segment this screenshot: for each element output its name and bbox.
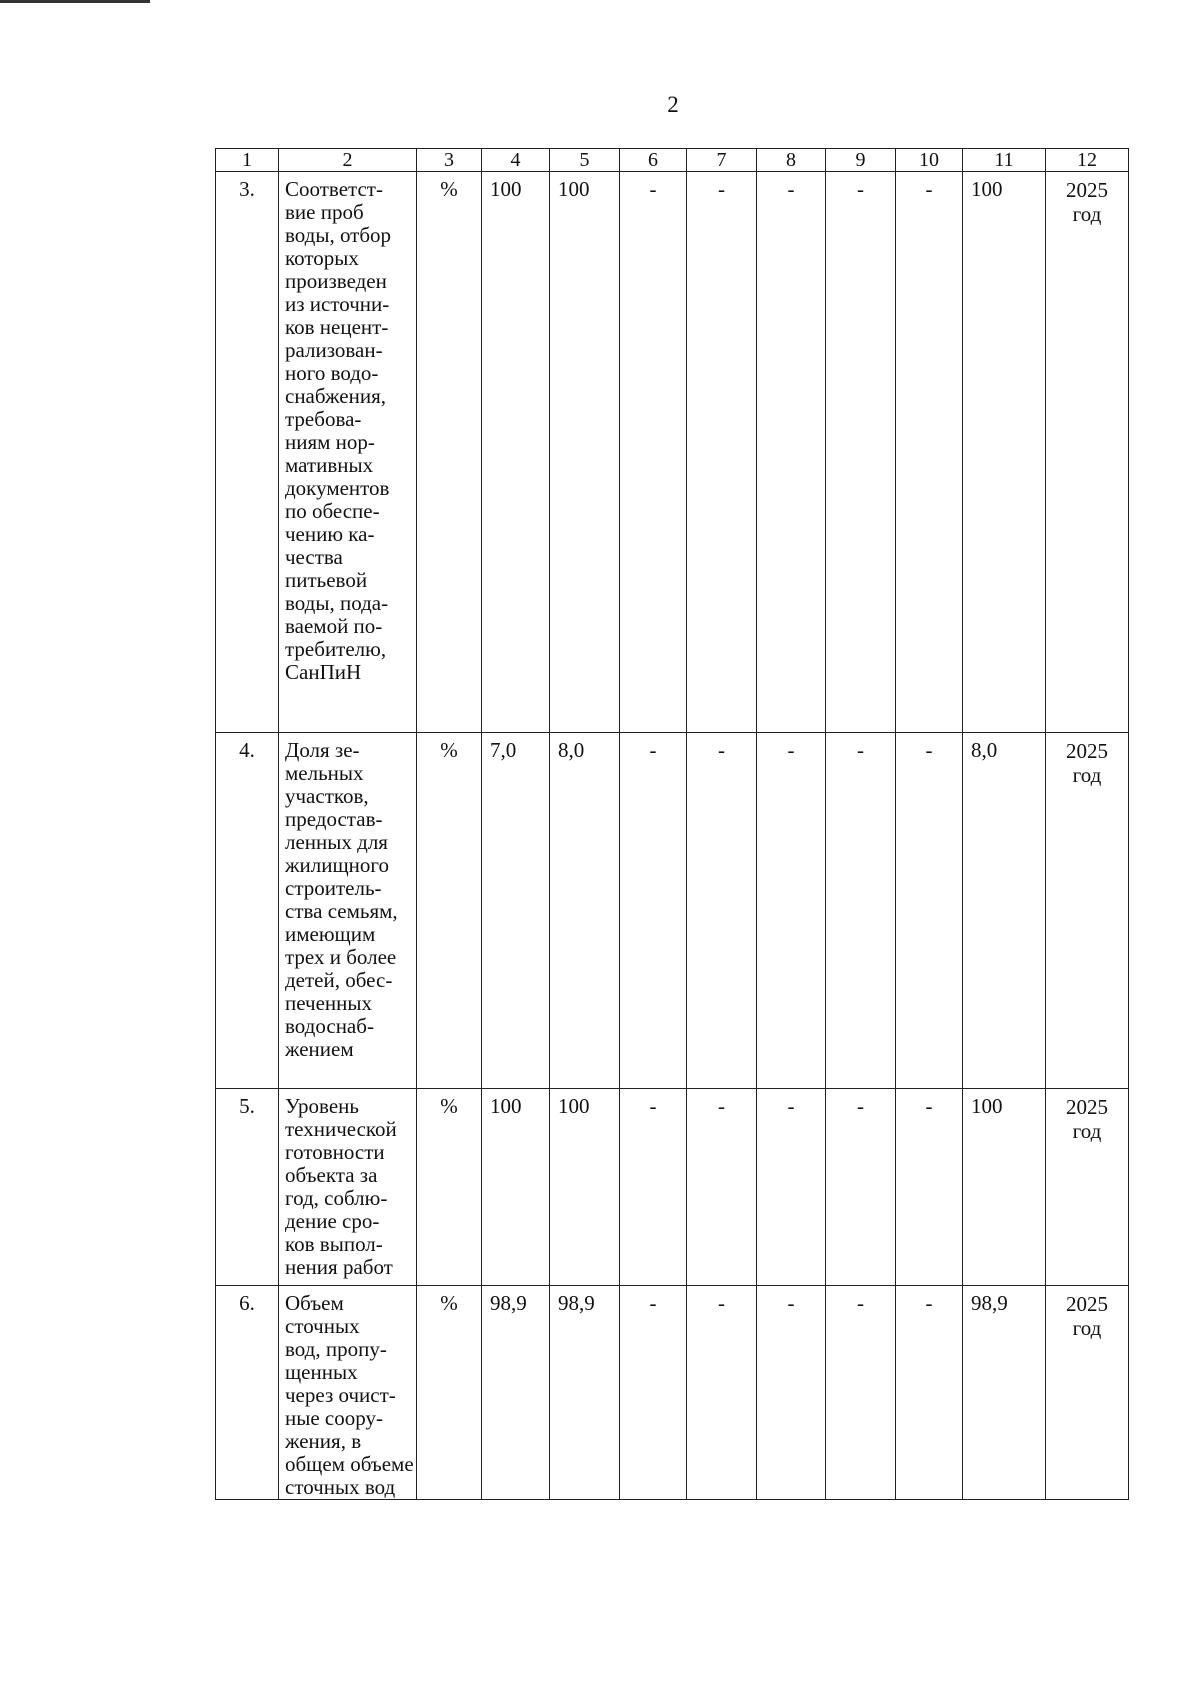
table-row xyxy=(216,1089,1129,1286)
indicator-name-line: предостав- xyxy=(285,807,383,831)
indicator-name-line: снабжения, xyxy=(285,384,386,408)
term-year: 2025 xyxy=(1066,1095,1108,1119)
scan-artifact-mark xyxy=(0,0,150,3)
value-col-5: 98,9 xyxy=(550,1286,620,1500)
indicator-name-line: произведен xyxy=(285,269,387,293)
table-row xyxy=(216,172,1129,733)
indicator-name-line: чества xyxy=(285,545,343,569)
term-word: год xyxy=(1072,1316,1102,1340)
indicator-name-line: Уровень xyxy=(285,1094,359,1118)
indicator-name-line: ленных для xyxy=(285,830,388,854)
indicator-name-line: ства семьям, xyxy=(285,899,398,923)
term-year: 2025 xyxy=(1066,739,1108,763)
term-cell xyxy=(1046,1286,1129,1500)
column-number: 3 xyxy=(417,149,482,172)
value-col-9: - xyxy=(826,733,896,1089)
indicator-name-line: ного водо- xyxy=(285,361,379,385)
indicator-name-line: строитель- xyxy=(285,876,382,900)
value-col-5: 100 xyxy=(550,172,620,733)
column-number: 7 xyxy=(687,149,757,172)
term-word: год xyxy=(1072,1119,1102,1143)
indicator-name-line: вие проб xyxy=(285,200,364,224)
indicator-name-line: из источни- xyxy=(285,292,390,316)
indicator-name xyxy=(279,172,417,733)
row-number: 6. xyxy=(216,1286,279,1500)
value-col-5: 8,0 xyxy=(550,733,620,1089)
column-number-row xyxy=(216,149,1129,172)
value-col-4: 98,9 xyxy=(482,1286,550,1500)
value-col-6: - xyxy=(620,1286,687,1500)
column-number: 6 xyxy=(620,149,687,172)
value-col-11: 100 xyxy=(963,172,1046,733)
value-col-8: - xyxy=(757,1089,826,1286)
indicator-name xyxy=(279,1089,417,1286)
term-cell xyxy=(1046,172,1129,733)
row-number: 5. xyxy=(216,1089,279,1286)
value-col-5: 100 xyxy=(550,1089,620,1286)
value-col-11: 8,0 xyxy=(963,733,1046,1089)
value-col-8: - xyxy=(757,172,826,733)
value-col-10: - xyxy=(896,172,963,733)
value-col-4: 100 xyxy=(482,1089,550,1286)
indicator-name-line: требова- xyxy=(285,407,362,431)
term-cell xyxy=(1046,1089,1129,1286)
unit-cell: % xyxy=(417,733,482,1089)
indicator-name-line: которых xyxy=(285,246,359,270)
indicator-name-line: ваемой по- xyxy=(285,614,383,638)
column-number: 2 xyxy=(279,149,417,172)
value-col-10: - xyxy=(896,733,963,1089)
indicator-name-line: водоснаб- xyxy=(285,1014,374,1038)
row-number: 4. xyxy=(216,733,279,1089)
indicator-name-line: участков, xyxy=(285,784,369,808)
value-col-9: - xyxy=(826,1089,896,1286)
indicator-name-line: мативных xyxy=(285,453,374,477)
value-col-7: - xyxy=(687,1286,757,1500)
indicator-name-line: готовности xyxy=(285,1140,385,1164)
column-number: 8 xyxy=(757,149,826,172)
column-number: 11 xyxy=(963,149,1046,172)
indicator-name-line: мельных xyxy=(285,761,364,785)
value-col-6: - xyxy=(620,172,687,733)
value-col-11: 100 xyxy=(963,1089,1046,1286)
indicator-name-line: питьевой xyxy=(285,568,368,592)
indicator-name-line: жением xyxy=(285,1037,354,1061)
indicator-name-line: жилищного xyxy=(285,853,389,877)
value-col-7: - xyxy=(687,1089,757,1286)
column-number: 12 xyxy=(1046,149,1129,172)
indicator-name-line: детей, обес- xyxy=(285,968,393,992)
indicator-name xyxy=(279,1286,417,1500)
indicator-name-line: сточных xyxy=(285,1314,360,1338)
indicator-name xyxy=(279,733,417,1089)
value-col-7: - xyxy=(687,733,757,1089)
term-word: год xyxy=(1072,202,1102,226)
indicator-name-line: щенных xyxy=(285,1360,358,1384)
indicator-name-line: трех и более xyxy=(285,945,397,969)
term-year: 2025 xyxy=(1066,178,1108,202)
indicator-name-line: ков выпол- xyxy=(285,1232,383,1256)
indicator-name-line: Соответст- xyxy=(285,177,383,201)
indicator-name-line: чению ка- xyxy=(285,522,375,546)
indicator-name-line: требителю, xyxy=(285,637,387,661)
indicator-name-line: воды, отбор xyxy=(285,223,392,247)
value-col-6: - xyxy=(620,1089,687,1286)
indicator-name-line: жения, в xyxy=(285,1429,362,1453)
value-col-9: - xyxy=(826,172,896,733)
indicator-name-line: сточных вод xyxy=(285,1475,396,1499)
column-number: 1 xyxy=(216,149,279,172)
indicator-name-line: СанПиН xyxy=(285,660,362,684)
column-number: 5 xyxy=(550,149,620,172)
indicator-name-line: ные соору- xyxy=(285,1406,383,1430)
value-col-10: - xyxy=(896,1089,963,1286)
indicator-name-line: Доля зе- xyxy=(285,738,360,762)
indicator-name-line: ниям нор- xyxy=(285,430,375,454)
column-number: 9 xyxy=(826,149,896,172)
value-col-4: 7,0 xyxy=(482,733,550,1089)
term-word: год xyxy=(1072,763,1102,787)
indicator-name-line: печенных xyxy=(285,991,373,1015)
value-col-10: - xyxy=(896,1286,963,1500)
indicator-name-line: нения работ xyxy=(285,1255,393,1279)
indicator-name-line: по обеспе- xyxy=(285,499,380,523)
value-col-8: - xyxy=(757,733,826,1089)
value-col-4: 100 xyxy=(482,172,550,733)
indicator-name-line: общем объеме xyxy=(285,1452,414,1476)
value-col-6: - xyxy=(620,733,687,1089)
unit-cell: % xyxy=(417,172,482,733)
indicator-name-line: рализован- xyxy=(285,338,383,362)
indicator-name-line: технической xyxy=(285,1117,397,1141)
value-col-9: - xyxy=(826,1286,896,1500)
indicator-table xyxy=(215,148,1129,1500)
column-number: 10 xyxy=(896,149,963,172)
unit-cell: % xyxy=(417,1089,482,1286)
page-number: 2 xyxy=(667,92,679,117)
table-row xyxy=(216,733,1129,1089)
value-col-7: - xyxy=(687,172,757,733)
term-year: 2025 xyxy=(1066,1292,1108,1316)
indicator-name-line: год, соблю- xyxy=(285,1186,388,1210)
column-number: 4 xyxy=(482,149,550,172)
table-row xyxy=(216,1286,1129,1500)
indicator-name-line: воды, пода- xyxy=(285,591,389,615)
indicator-name-line: дение сро- xyxy=(285,1209,380,1233)
indicator-name-line: имеющим xyxy=(285,922,376,946)
indicator-name-line: через очист- xyxy=(285,1383,396,1407)
indicator-name-line: Объем xyxy=(285,1291,344,1315)
value-col-8: - xyxy=(757,1286,826,1500)
indicator-name-line: объекта за xyxy=(285,1163,378,1187)
unit-cell: % xyxy=(417,1286,482,1500)
term-cell xyxy=(1046,733,1129,1089)
value-col-11: 98,9 xyxy=(963,1286,1046,1500)
row-number: 3. xyxy=(216,172,279,733)
indicator-name-line: документов xyxy=(285,476,390,500)
indicator-name-line: вод, пропу- xyxy=(285,1337,387,1361)
indicator-name-line: ков нецент- xyxy=(285,315,389,339)
